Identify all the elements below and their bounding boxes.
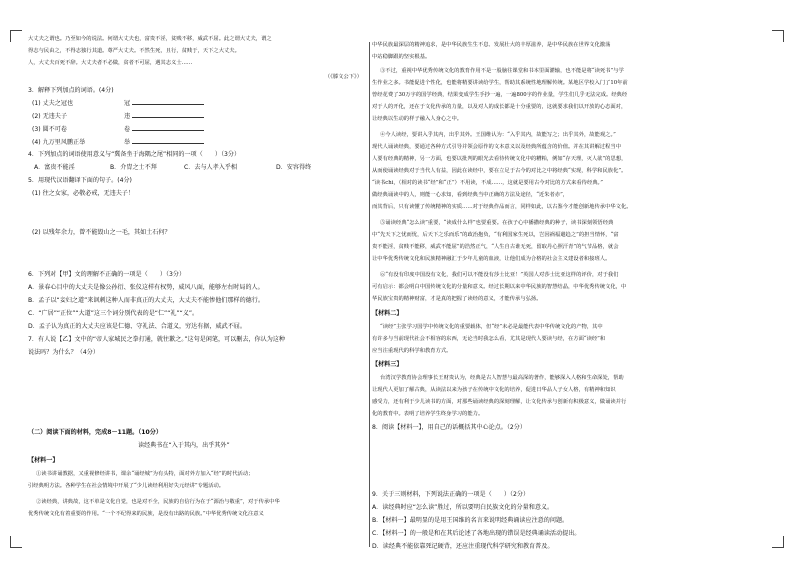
q3-item: (2) 无违夫子 违 xyxy=(32,111,204,122)
right-column xyxy=(372,0,766,562)
q5-sentence: (2) 以残年余力，曾不能毁山之一毛，其如土石何？ xyxy=(32,229,171,236)
passage-line: 华民族宝贵的精神财富，才是真的把握了读经的意义，才能传承与弘扬。 xyxy=(372,296,542,302)
question-9-title: 9．关于三则材料，下列说法正确的一项是（ ）（2分） xyxy=(372,491,530,498)
q4-option: A．富贵不能淫 xyxy=(34,164,75,171)
q3-item: (1) 丈夫之冠也 冠 xyxy=(32,98,204,109)
question-8: 8．阅读【材料一】，用自己的话概括其中心论点。（2分） xyxy=(372,424,526,431)
column-divider xyxy=(369,42,370,547)
passage-line: ③不过，重视中华优秀传统文化的教育作用不是一股脑往课堂和书本里面灌输，也不能是将“读死书”与学 xyxy=(380,68,624,74)
passage-line: 人，大丈夫百死不辞。大丈夫者不必做，贫者不可屈，遇其志义士…… xyxy=(28,60,193,66)
passage-source: （《滕文公下》） xyxy=(324,74,362,80)
question-5-title: 5．用现代汉语翻译下面的句子。(4分) xyxy=(28,177,132,184)
passage-line: 中华民族最深层的精神追求，是中华民族生生不息、发展壮大的丰厚滋养，是中华民族在世界文化激荡 xyxy=(372,42,611,48)
passage-line: 生作业之多。书能促进个性化，也能将精要讲读给学生，帮助其系统性地理解传统。某地区学校入门了10年前 xyxy=(372,80,628,86)
passage-line: 曾经花费了30万字的国学经典，结果变成学生手抄一遍，一遍800字的作业量，学生们几乎无法完成。经典经 xyxy=(372,92,628,98)
section-2-title: （二）阅读下面的材料，完成8－11题。（10分） xyxy=(28,429,162,436)
material-1-label: 【材料一】 xyxy=(28,457,59,464)
q4-option: B．介胄之士不拜 xyxy=(110,164,157,171)
question-7: 7．有人说【乙】文中的“帝人家城民之拳打通，就往歉之。”这句是闲笔，可以删去，你认为这种 xyxy=(28,336,285,343)
passage-line: 优秀传统文化有着重要的作用。“一个不纪得来的民族，是没有出路的民族。”中华优秀传统文化注意义 xyxy=(28,511,264,517)
passage-line: 应当注重现代的科学和教育方式。 xyxy=(372,348,452,354)
passage-line: 人要有经典的精神，另一方面，也要以批判的眼光去看待传统文化中的糟粕，例如“存天理，灭人欲”的思想， xyxy=(372,156,627,162)
q3-item: (4) 九万里风鹏正举 举 xyxy=(32,137,204,148)
passage-line: 有许多与当前现代社会不相容的东西，无论当时我怎么看，尤其是现代人要读与经，在方面“读经”和 xyxy=(372,336,606,342)
passage-line: ⑤诵读经典“怎么读”重要，“读成什么样”也要重要。在孩子心中播撒经典的种子，读书深刻领悟经典 xyxy=(380,220,614,226)
passage-line: 让中华优秀传统文化和民族精神融汇于少年儿童的血液，让他们成为合格的社会主义建设者和接班人。 xyxy=(372,256,611,262)
passage-line: 对于人的开化，还在于文化传承的力量，以及对人的成长都是十分重要的，这就要求我们以开放的心态面对， xyxy=(372,104,627,110)
q6-option: C．“广居”“正位”“大道”这三个词分别代表的是“仁”“礼”“义”。 xyxy=(28,310,199,317)
question-3-title: 3．解释下列加点的词语。(4分) xyxy=(28,87,114,94)
passage-line: ①读书讲诵教据，又重视修经讲书，课余“诵经城”为有头特，面对外方加入“经”的时代活动； xyxy=(36,471,254,477)
passage-line: 中站稳脚跟的坚实根基。 xyxy=(372,54,431,60)
q9-option: B．【材料一】最明显的是用王国维的名言来说明经典诵读应注意的问题。 xyxy=(372,517,569,524)
passage-line: 让经典以生动的样子融入人身心之中。 xyxy=(372,116,463,122)
q5-sentence: (1) 往之女家，必敬必戒，无违夫子！ xyxy=(32,190,134,197)
material-3-label: 【材料三】 xyxy=(372,361,403,368)
passage-line: 现代人诵读经典，要通过各种方式引导并领会原作的文本意义以及经典所蕴含的价值。并在其讲解过程当中 xyxy=(372,144,621,150)
passage-line: “读经”主张学习国学中传统文化的重要载体，但“经”未必是最能代表中华传统文化的产物，其中 xyxy=(380,324,603,330)
q6-option: B．孟子以“妾妇之道”来讽刺这种人而非真正的大丈夫，大丈夫不能惨他们那样的德行。 xyxy=(28,297,264,304)
passage-line: 可有启示：都会明白中国传统文化的分量和意义。经过长期以来中华民族的智慧结晶，中华优秀传统文化，中 xyxy=(372,284,627,290)
q3-item: (3) 圆不可卷 卷 xyxy=(32,124,204,135)
section-2-heading: 读经典书在“入于其内，出乎其外” xyxy=(138,442,230,449)
passage-line: “读书chi，（相对的读书“经”和“正”）不用读，不成……，这就是要用古今对比的方式来看待经典。” xyxy=(372,180,603,186)
left-column xyxy=(28,0,366,562)
passage-line: ②读经典，讲典故，这不单是文化自觉，也是对不全，民族的自信行为在于“源治与敬重”，对于传承中华 xyxy=(36,499,280,505)
passage-line: 台湾汉学教育协会理事长王财贵认为，经典是古人智慧与最高深的著作，能够深入人格和生命深处，帮助 xyxy=(380,375,624,381)
q9-option: C．【材料一】的一般是和在其后论述了各地出现的错误是经典诵读活动提出。 xyxy=(372,530,581,537)
q4-option: D．安容得终 xyxy=(276,164,312,171)
passage-line: ⑥“有没有印度中国没有文化，我们可以不能没有莎士比亚！”英国人对莎士比亚这样的评价，对于我们 xyxy=(380,272,619,278)
q9-option: D．读经典不能依靠死记硬背，还应注重现代科学研究和教育普及。 xyxy=(372,543,554,550)
passage-line: 大丈夫之谓也。乃至如今的说法。何谓大丈夫也，富贵不淫，贫贱不移，威武不屈。此之谓大丈夫，谓之 xyxy=(28,36,272,42)
question-6-title: 6．下列对【甲】文的理解不正确的一项是（ ）（3分） xyxy=(28,271,186,278)
crop-mark xyxy=(10,536,22,548)
passage-line: 得志与民由之，不得志独行其道。尊严大丈夫。不然生死，且行，贫贱于，天下之大丈夫。 xyxy=(28,48,240,54)
crop-mark xyxy=(10,30,22,42)
question-7: 说法吗？为什么？（4分） xyxy=(28,349,99,356)
passage-line: 感受力，还有利于少儿读书的方面，对那些诵读经典的深刻理解，让文化传承与创新有积极意义，做诵读并行 xyxy=(372,399,627,405)
passage-line: 贵不能淫，贫贱不能移，威武不能屈”的浩然正气，“人生自古谁无死，留取丹心照汗青”的气节品格，就会 xyxy=(372,244,619,250)
crop-mark xyxy=(772,536,784,548)
passage-line: 中“先天下之忧而忧，后天下之乐而乐”的政治抱负，“有利国家生死以，岂因祸福避趋之”的担当情怀，“富 xyxy=(372,232,619,238)
material-2-label: 【材料二】 xyxy=(372,310,403,317)
passage-line: ④今人读经，要讲入乎其内，出乎其外。王国维认为：“入乎其内，故能写之；出乎其外，故能观之。” xyxy=(380,132,616,138)
q6-option: D．孟子认为真正的大丈夫应该是仁德、守礼法、合道义，穷达有据，威武不屈。 xyxy=(28,323,246,330)
passage-line: 从而使诵读经典对于当代人有益，因此在读经中，要在立足于古今的对比之中将经典“实现，科学和民族化”。 xyxy=(372,168,627,174)
passage-line: 做经典诵读中的人，则能一心求知，看到经典当中正确的方法及途径，“近朱者赤”， xyxy=(372,192,569,198)
q9-option: A．读经典时应“怎么读”胜过，所以要明白民族文化的分量和意义。 xyxy=(372,504,554,511)
passage-line: 化的教育中。表明了培养学生终身学习的能力。 xyxy=(372,411,484,417)
passage-line: 让现代人更加了解古典，从读法以来为孩子在传统中文化的培养，促进日华品人子女人格，有精神和知识 xyxy=(372,387,616,393)
question-4-title: 4．下列加点的词语使用意义与“冀备坐于海隅之尾”相同的一项（ ）（3分） xyxy=(28,151,241,158)
passage-line: 引经典明方法。各种学生在社会情境中开展了“少儿读经利用好失元经讲”专题活动。 xyxy=(28,483,225,489)
passage-line: 而其背后，只有读懂了传统精神的实质……对于经典作品而言，同样如此，以古鉴今才能创新地传承中华文化。 xyxy=(372,204,632,210)
q4-option: C．去与人孝入乎相 xyxy=(184,164,238,171)
q6-option: A．景春心目中的大丈夫是像公孙衍、张仪这样有权势，威风八面，能够左右时局的人。 xyxy=(28,284,264,291)
crop-mark xyxy=(772,30,784,42)
